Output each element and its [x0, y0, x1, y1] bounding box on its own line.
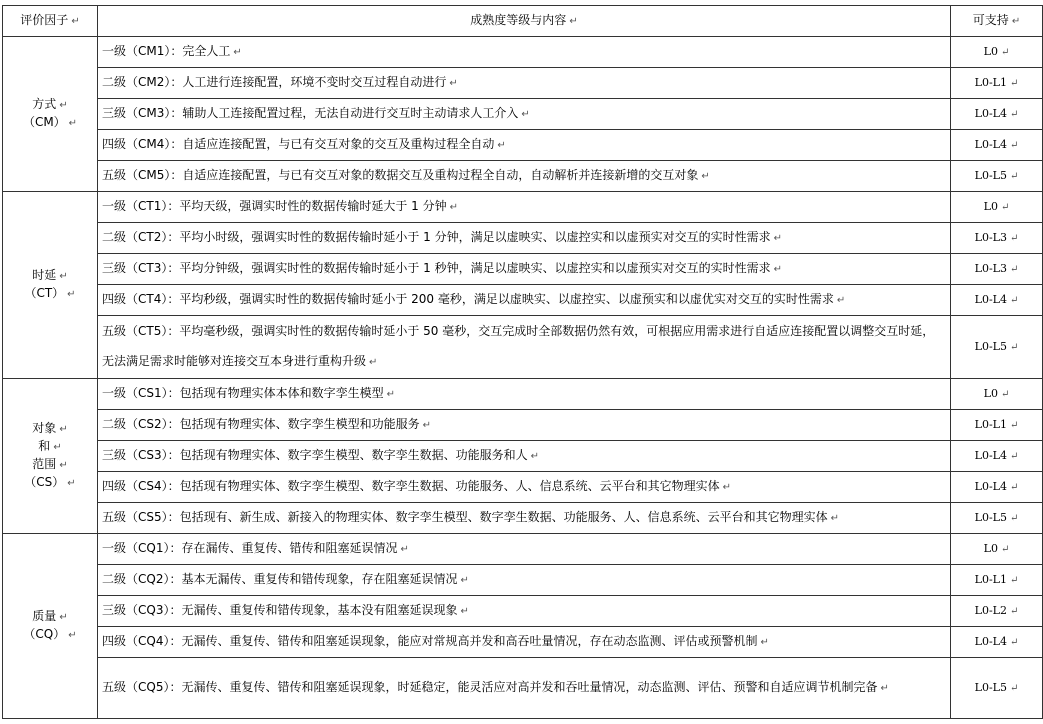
level-content-cell: 三级（CS3）：包括现有物理实体、数字孪生模型、数字孪生数据、功能服务和人 ↵ — [98, 441, 951, 472]
factor-line: （CM） ↵ — [22, 115, 78, 129]
factor-line: 和 ↵ — [38, 439, 62, 453]
table-row — [3, 627, 1043, 658]
level-content-cell: 二级（CM2）：人工进行连接配置，环境不变时交互过程自动进行 ↵ — [98, 68, 951, 99]
level-content-cell: 二级（CT2）：平均小时级，强调实时性的数据传输时延小于 1 分钟，满足以虚映实、以虚控实和以虚预实对交互的实时性需求 ↵ — [98, 223, 951, 254]
support-level-cell: L0-L5 ↵ — [951, 316, 1043, 379]
table-row — [3, 192, 1043, 223]
factor-line: （CQ） ↵ — [23, 627, 77, 641]
header-factor: 评价因子 ↵ — [3, 6, 98, 37]
support-level-cell: L0-L4 ↵ — [951, 285, 1043, 316]
level-content-cell: 一级（CS1）：包括现有物理实体本体和数字孪生模型 ↵ — [98, 379, 951, 410]
level-content-cell: 四级（CM4）：自适应连接配置，与已有交互对象的交互及重构过程全自动 ↵ — [98, 130, 951, 161]
support-level-cell: L0-L4 ↵ — [951, 130, 1043, 161]
table-row — [3, 503, 1043, 534]
support-level-cell: L0-L1 ↵ — [951, 68, 1043, 99]
level-content-cell: 三级（CT3）：平均分钟级，强调实时性的数据传输时延小于 1 秒钟，满足以虚映实、以虚控实和以虚预实对交互的实时性需求 ↵ — [98, 254, 951, 285]
support-level-cell: L0 ↵ — [951, 192, 1043, 223]
level-content-cell: 四级（CQ4）：无漏传、重复传、错传和阻塞延误现象，能应对常规高并发和高吞吐量情况，存在动态监测、评估或预警机制 ↵ — [98, 627, 951, 658]
header-support: 可支持 ↵ — [951, 6, 1043, 37]
table-row — [3, 596, 1043, 627]
table-body — [3, 37, 1043, 719]
factor-cell — [3, 534, 98, 719]
support-level-cell: L0-L4 ↵ — [951, 627, 1043, 658]
table-row — [3, 130, 1043, 161]
support-level-cell: L0 ↵ — [951, 379, 1043, 410]
support-level-cell: L0-L5 ↵ — [951, 161, 1043, 192]
factor-line: 质量 ↵ — [32, 609, 68, 623]
table-row — [3, 534, 1043, 565]
table-row — [3, 68, 1043, 99]
table-row — [3, 441, 1043, 472]
table-row — [3, 472, 1043, 503]
factor-cell — [3, 37, 98, 192]
header-row — [3, 6, 1043, 37]
table-row — [3, 37, 1043, 68]
support-level-cell: L0-L4 ↵ — [951, 472, 1043, 503]
support-level-cell: L0-L4 ↵ — [951, 99, 1043, 130]
factor-line: 范围 ↵ — [32, 457, 68, 471]
support-level-cell: L0-L4 ↵ — [951, 441, 1043, 472]
table-row — [3, 223, 1043, 254]
factor-line: （CS） ↵ — [24, 475, 76, 489]
support-level-cell: L0-L1 ↵ — [951, 410, 1043, 441]
level-content-cell: 二级（CS2）：包括现有物理实体、数字孪生模型和功能服务 ↵ — [98, 410, 951, 441]
table-row — [3, 658, 1043, 719]
factor-line: 对象 ↵ — [32, 421, 68, 435]
support-level-cell: L0-L2 ↵ — [951, 596, 1043, 627]
level-content-cell: 一级（CQ1）：存在漏传、重复传、错传和阻塞延误情况 ↵ — [98, 534, 951, 565]
level-content-cell: 二级（CQ2）：基本无漏传、重复传和错传现象，存在阻塞延误情况 ↵ — [98, 565, 951, 596]
support-level-cell: L0 ↵ — [951, 534, 1043, 565]
table-row — [3, 99, 1043, 130]
factor-line: 方式 ↵ — [32, 97, 68, 111]
level-content-cell: 五级（CT5）：平均毫秒级，强调实时性的数据传输时延小于 50 毫秒，交互完成时全部数据仍然有效，可根据应用需求进行自适应连接配置以调整交互时延，无法满足需求时能够对连接交互本身进行重构升级 ↵ — [98, 316, 951, 379]
level-content-cell: 五级（CS5）：包括现有、新生成、新接入的物理实体、数字孪生模型、数字孪生数据、功能服务、人、信息系统、云平台和其它物理实体 ↵ — [98, 503, 951, 534]
support-level-cell: L0-L3 ↵ — [951, 254, 1043, 285]
level-content-cell: 三级（CQ3）：无漏传、重复传和错传现象，基本没有阻塞延误现象 ↵ — [98, 596, 951, 627]
table-row — [3, 161, 1043, 192]
table-row — [3, 410, 1043, 441]
support-level-cell: L0-L5 ↵ — [951, 658, 1043, 719]
table-row — [3, 316, 1043, 379]
level-content-cell: 五级（CM5）：自适应连接配置，与已有交互对象的数据交互及重构过程全自动，自动解析并连接新增的交互对象 ↵ — [98, 161, 951, 192]
level-content-cell: 四级（CS4）：包括现有物理实体、数字孪生模型、数字孪生数据、功能服务、人、信息系统、云平台和其它物理实体 ↵ — [98, 472, 951, 503]
support-level-cell: L0 ↵ — [951, 37, 1043, 68]
level-content-cell: 四级（CT4）：平均秒级，强调实时性的数据传输时延小于 200 毫秒，满足以虚映实、以虚控实、以虚预实和以虚优实对交互的实时性需求 ↵ — [98, 285, 951, 316]
maturity-table — [2, 5, 1043, 719]
factor-cell — [3, 379, 98, 534]
level-content-cell: 一级（CM1）：完全人工 ↵ — [98, 37, 951, 68]
table-row — [3, 254, 1043, 285]
header-content: 成熟度等级与内容 ↵ — [98, 6, 951, 37]
level-content-cell: 五级（CQ5）：无漏传、重复传、错传和阻塞延误现象，时延稳定，能灵活应对高并发和吞吐量情况，动态监测、评估、预警和自适应调节机制完备 ↵ — [98, 658, 951, 719]
level-content-cell: 三级（CM3）：辅助人工连接配置过程，无法自动进行交互时主动请求人工介入 ↵ — [98, 99, 951, 130]
support-level-cell: L0-L5 ↵ — [951, 503, 1043, 534]
table-row — [3, 565, 1043, 596]
level-content-cell: 一级（CT1）：平均天级，强调实时性的数据传输时延大于 1 分钟 ↵ — [98, 192, 951, 223]
factor-line: 时延 ↵ — [32, 268, 68, 282]
support-level-cell: L0-L1 ↵ — [951, 565, 1043, 596]
factor-line: （CT） ↵ — [24, 286, 76, 300]
factor-cell — [3, 192, 98, 379]
table-row — [3, 285, 1043, 316]
support-level-cell: L0-L3 ↵ — [951, 223, 1043, 254]
table-row — [3, 379, 1043, 410]
